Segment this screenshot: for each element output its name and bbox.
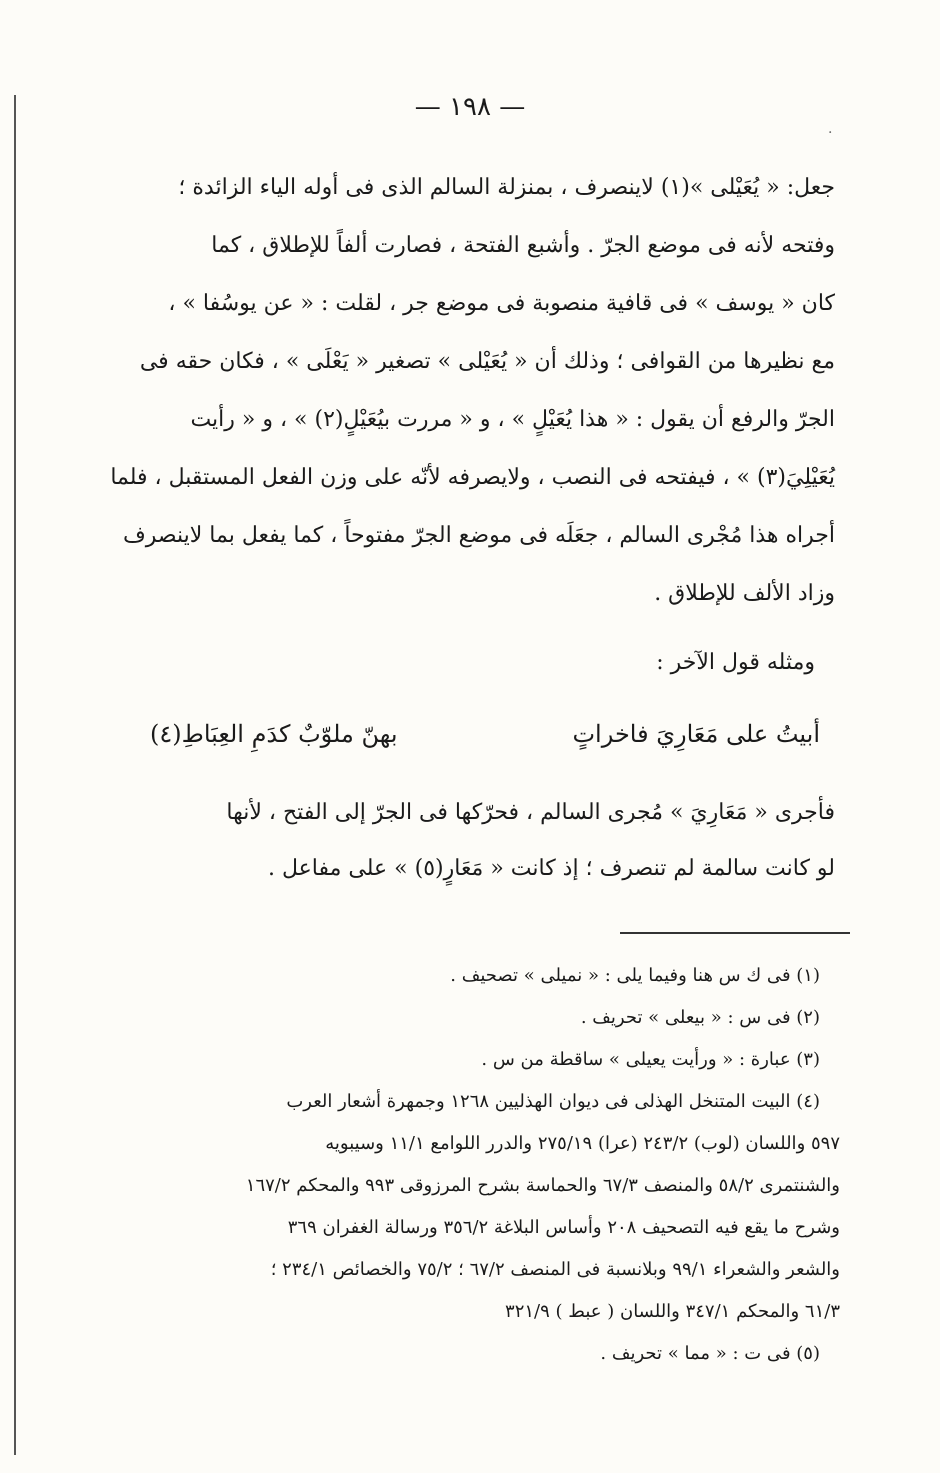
intro-line-wrap — [120, 650, 835, 690]
text-line: وفتحه لأنه فى موضع الجرّ . وأشبع الفتحة ، فصارت ألفاً للإطلاق ، كما — [211, 233, 835, 258]
text-line: جعل: « يُعَيْلى »(١) لاينصرف ، بمنزلة السالم الذى فى أوله الياء الزائدة ؛ — [178, 175, 835, 200]
footnote: (٥) فى ت : « مما » تحريف . — [600, 1343, 820, 1364]
verse — [150, 720, 820, 748]
verse-hemistich-2: بهنّ ملوّبٌ كدَمِ العِبَاطِ(٤) — [150, 720, 398, 748]
footnote-continuation: وشرح ما يقع فيه التصحيف ٢٠٨ وأساس البلاغة ٣٥٦/٢ ورسالة الغفران ٣٦٩ — [287, 1217, 840, 1238]
footnote-continuation: والشنتمرى ٥٨/٢ والمنصف ٦٧/٣ والحماسة بشرح المرزوقى ٩٩٣ والمحكم ١٦٧/٢ — [245, 1175, 840, 1196]
footnote-separator — [620, 932, 850, 934]
text-line: لو كانت سالمة لم تنصرف ؛ إذ كانت « مَعَارٍ(٥) » على مفاعل . — [268, 856, 835, 881]
text-line: مع نظيرها من القوافى ؛ وذلك أن « يُعَيْلى » تصغير « يَعْلَى » ، فكان حقه فى — [139, 349, 835, 374]
text-line: فأجرى « مَعَارِيَ » مُجرى السالم ، فحرّكها فى الجرّ إلى الفتح ، لأنها — [226, 800, 835, 825]
text-line: أجراه هذا مُجْرى السالم ، جعَلَه فى موضع الجرّ مفتوحاً ، كما يفعل بما لاينصرف — [122, 523, 835, 548]
margin-mark: · — [828, 125, 833, 141]
intro-line: ومثله قول الآخر : — [656, 650, 815, 675]
paragraph-2 — [120, 800, 835, 910]
text-line: وزاد الألف للإطلاق . — [654, 581, 835, 606]
footnote-continuation: ٥٩٧ واللسان (لوب) ٢٤٣/٢ (عرا) ٢٧٥/١٩ والدرر اللوامع ١١/١ وسيبويه — [325, 1133, 840, 1154]
left-margin-line — [14, 95, 16, 1455]
text-line: كان « يوسف » فى قافية منصوبة فى موضع جر ، لقلت : « عن يوسُفا » ، — [168, 291, 835, 316]
paragraph-1 — [110, 175, 835, 635]
verse-hemistich-1: أبيتُ على مَعَارِيَ فاخراتٍ — [572, 720, 820, 748]
footnote: (٣) عبارة : « ورأيت يعيلى » ساقطة من س . — [481, 1049, 820, 1070]
page-number: — ١٩٨ — — [414, 92, 526, 122]
footnote: (٢) فى س : « بيعلى » تحريف . — [580, 1007, 820, 1028]
text-line: الجرّ والرفع أن يقول : « هذا يُعَيْلٍ » ، و « مررت بيُعَيْلٍ(٢) » ، و « رأيت — [190, 407, 835, 432]
footnote-continuation: والشعر والشعراء ٩٩/١ وبلانسبة فى المنصف ٦٧/٢ ؛ ٧٥/٢ والخصائص ٢٣٤/١ ؛ — [270, 1259, 840, 1280]
footnote-continuation: ٦١/٣ والمحكم ٣٤٧/١ واللسان ( عبط ) ٣٢١/٩ — [505, 1301, 840, 1322]
footnote: (١) فى ك س هنا وفيما يلى : « نميلى » تصحيف . — [450, 965, 820, 986]
footnotes — [120, 965, 840, 1405]
text-line: يُعَيْلِيَ(٣) » ، فيفتحه فى النصب ، ولايصرفه لأنّه على وزن الفعل المستقبل ، فلما — [110, 465, 835, 490]
footnote: (٤) البيت المتنخل الهذلى فى ديوان الهذليين ١٢٦٨ وجمهرة أشعار العرب — [286, 1091, 820, 1112]
